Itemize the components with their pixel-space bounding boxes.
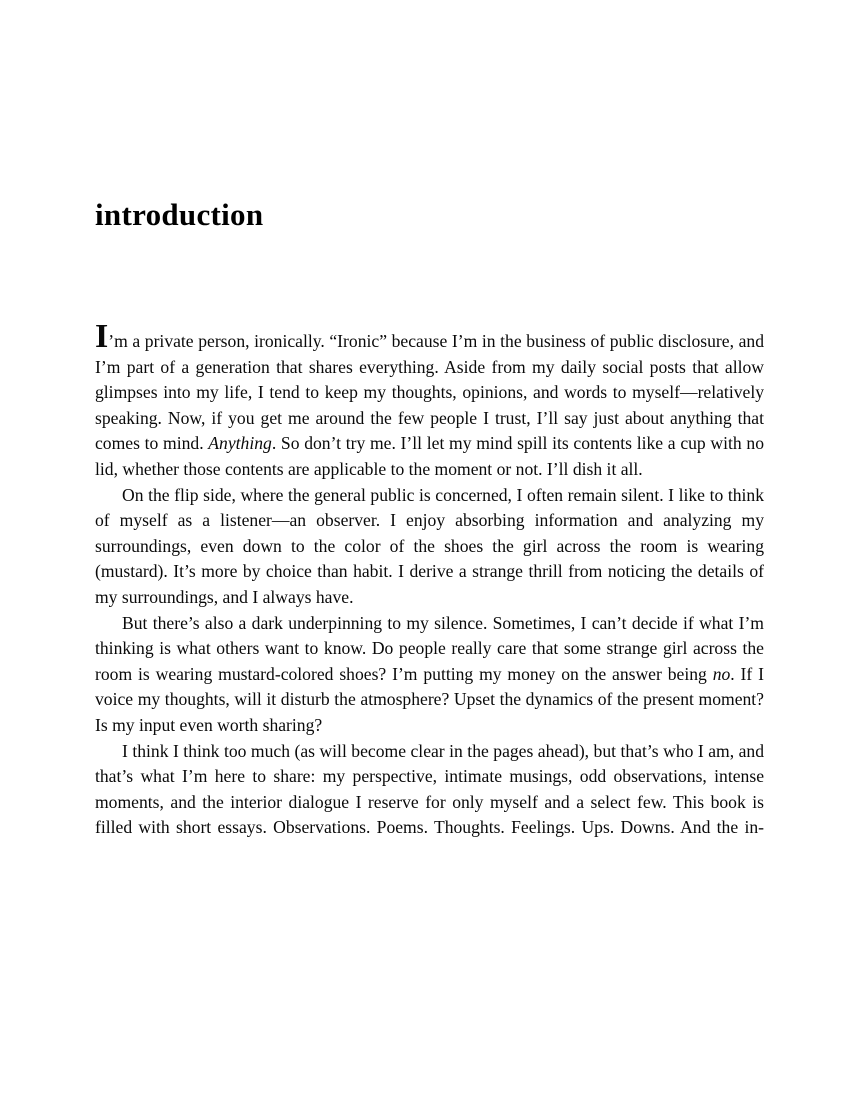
text-run-italic: no [712, 663, 731, 684]
raised-cap-initial: I [95, 318, 109, 355]
body-text [95, 318, 764, 841]
page-content [0, 197, 860, 841]
text-run: . If I voice my thoughts, will it disturb the atmosphere? Upset the dynamics of the present moment? Is my input even worth sharing? [95, 663, 764, 735]
text-run: I think I think too much (as will become clear in the pages ahead), but that’s who I am, and that’s what I’m here to share: my perspective, intimate musings, odd observations, intense moments, and the interior dialogue I reserve for only myself and a select few. This book is filled with short essays. Observations. Poems. Thoughts. Feelings. Ups. Downs. And the in- [95, 740, 764, 838]
paragraph-2 [95, 483, 764, 611]
text-run: ’m a private person, ironically. “Ironic” because I’m in the business of public disclosure, and I’m part of a generation that shares everything. Aside from my daily social posts that allow glimpses into my life, I tend to keep my thoughts, opinions, and words to myself—relatively speaking. Now, if you get me around the few people I trust, I’ll say just about anything that comes to mind. [95, 331, 764, 454]
text-run: But there’s also a dark underpinning to my silence. Sometimes, I can’t decide if what I’m thinking is what others want to know. Do people really care that some strange girl across the room is wearing mustard-colored shoes? I’m putting my money on the answer being [95, 612, 764, 684]
text-run: On the flip side, where the general public is concerned, I often remain silent. I like to think of myself as a listener—an observer. I enjoy absorbing information and analyzing my surroundings, even down to the color of the shoes the girl across the room is wearing (mustard). It’s more by choice than habit. I derive a strange thrill from noticing the details of my surroundings, and I always have. [95, 484, 764, 607]
paragraph-3 [95, 611, 764, 739]
paragraph-1 [95, 318, 764, 483]
text-run-italic: Anything [208, 433, 272, 454]
paragraph-4 [95, 739, 764, 841]
text-run: . So don’t try me. I’ll let my mind spill its contents like a cup with no lid, whether those contents are applicable to the moment or not. I’ll dish it all. [95, 433, 764, 479]
chapter-title: introduction [95, 197, 264, 232]
